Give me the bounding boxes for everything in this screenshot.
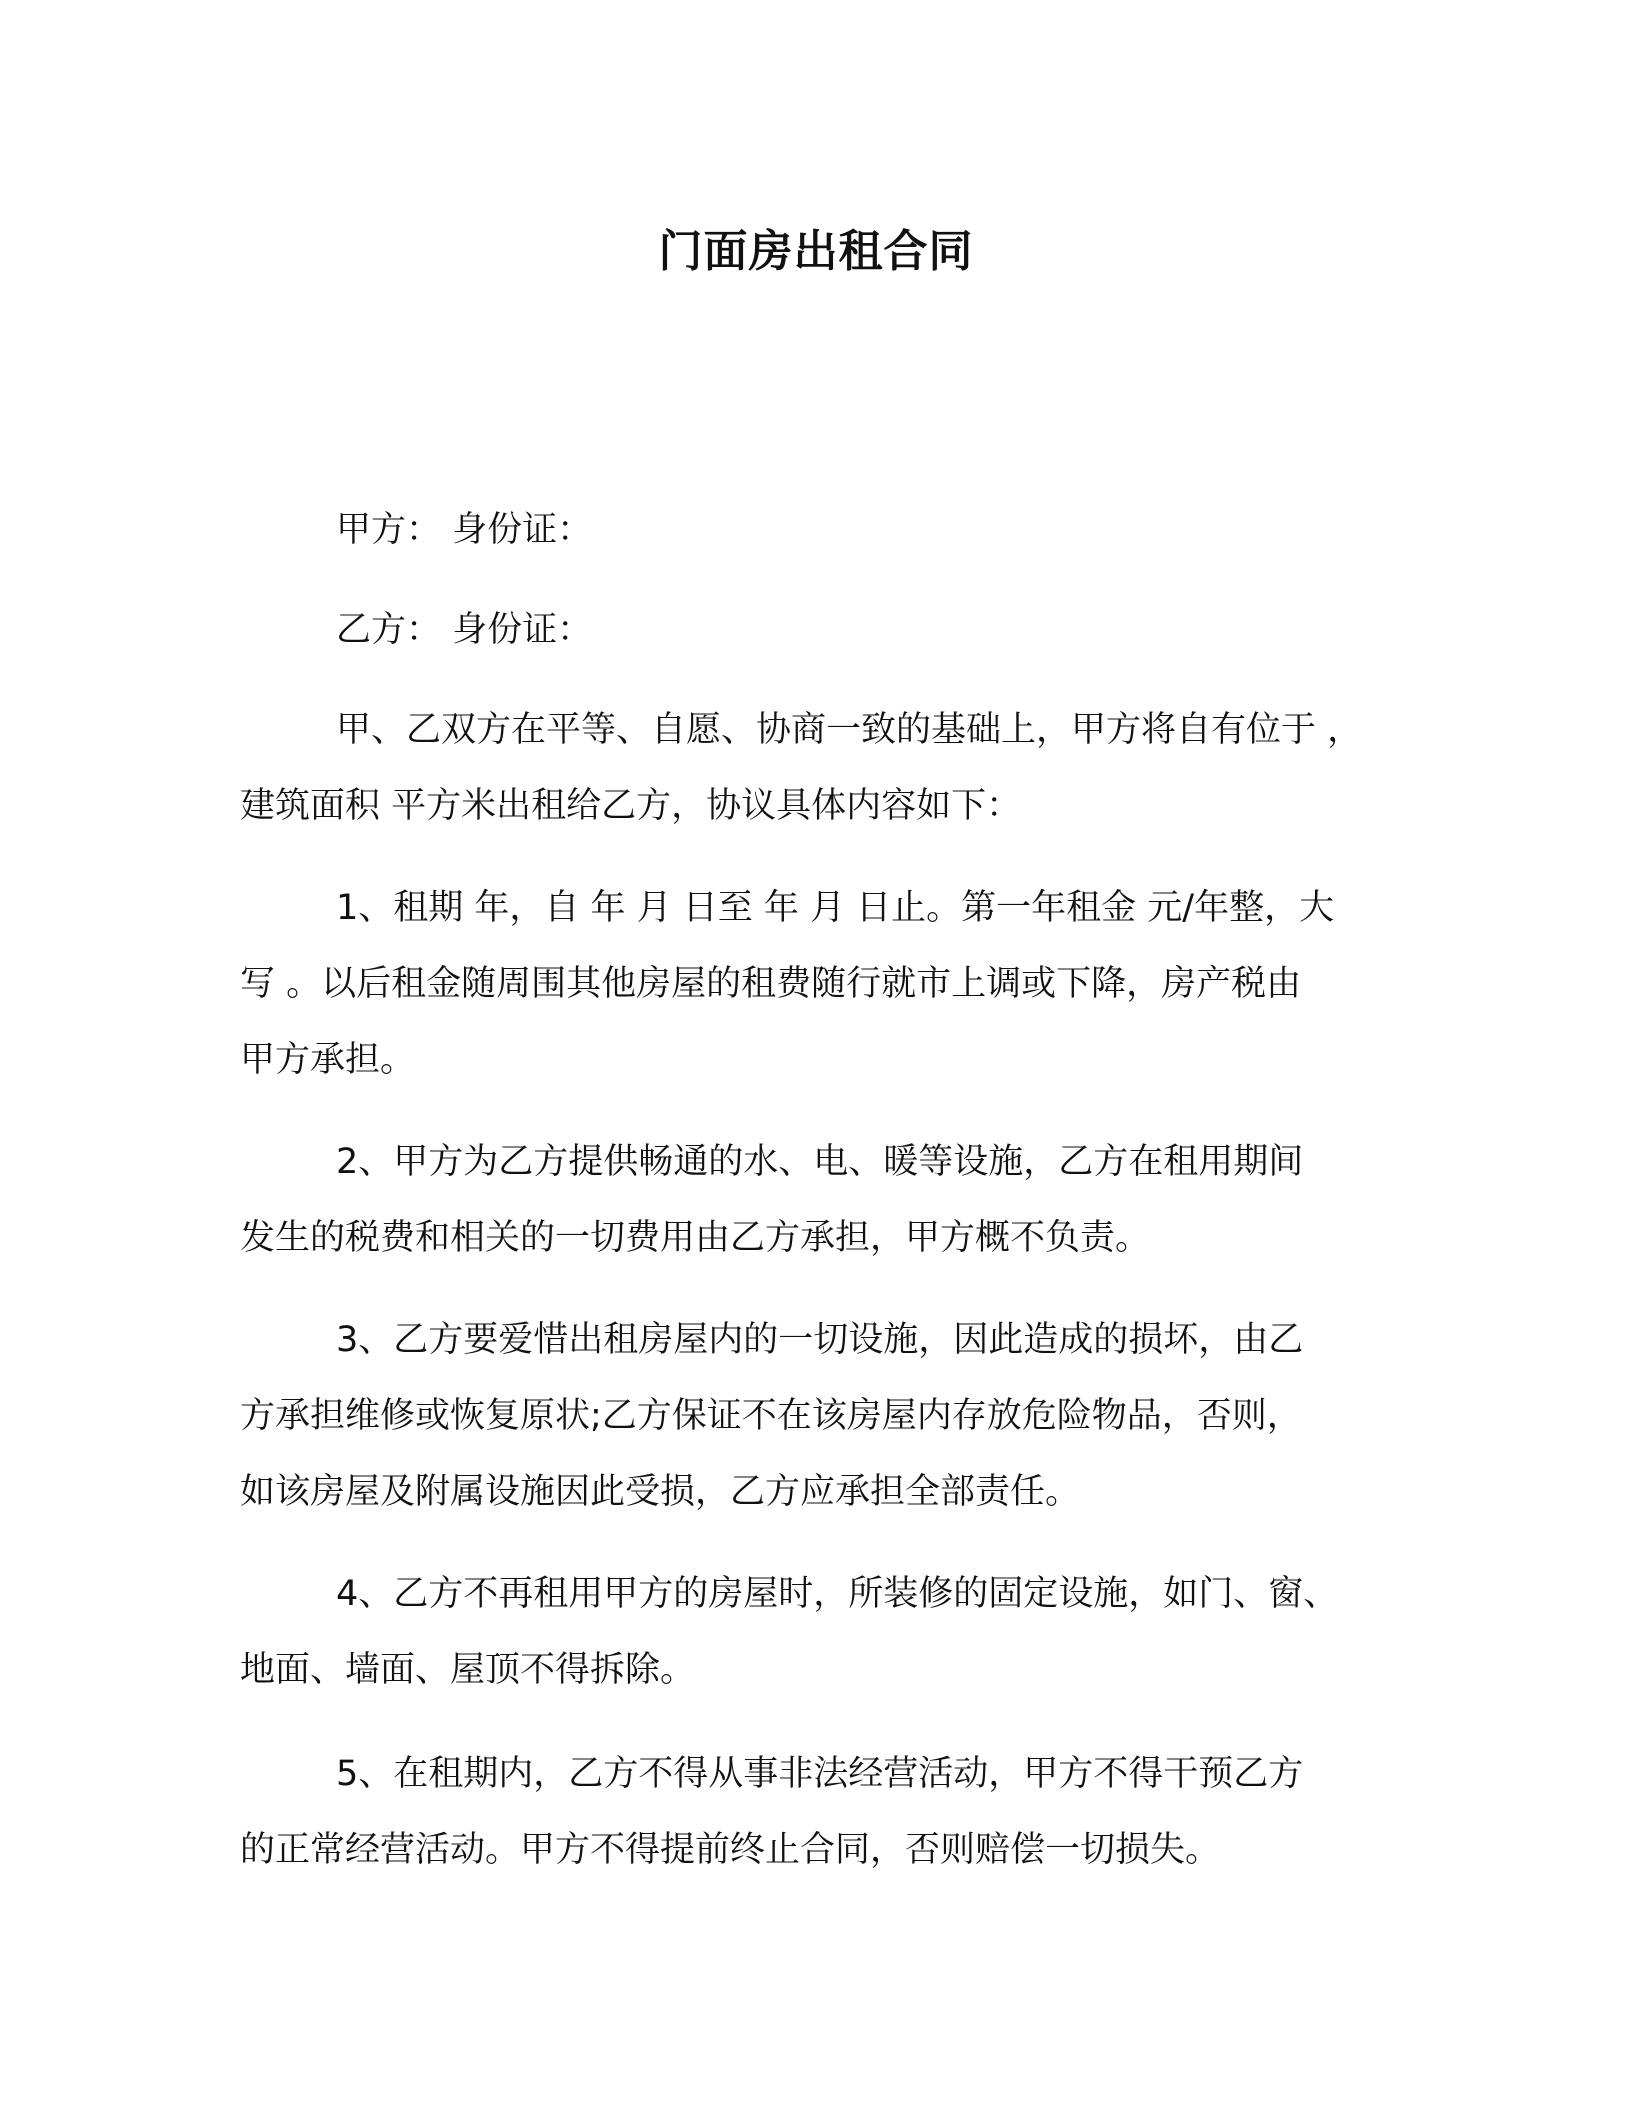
party-b-text: 乙方： 身份证：: [336, 610, 593, 650]
clause-2-paragraph: [240, 1124, 1400, 1276]
intro-line-2: 建筑面积 平方米出租给乙方，协议具体内容如下：: [240, 786, 1022, 826]
party-b-line: [240, 592, 1400, 668]
document-title: 门面房出租合同: [658, 226, 974, 277]
clause-4-line-2: 地面、墙面、屋顶不得拆除。: [240, 1650, 696, 1690]
clause-2-line-1: 2、甲方为乙方提供畅通的水、电、暖等设施，乙方在租用期间: [336, 1142, 1304, 1182]
clause-2-line-2: 发生的税费和相关的一切费用由乙方承担，甲方概不负责。: [240, 1218, 1151, 1258]
clause-1-line-1: 1、租期 年，自 年 月 日至 年 月 日止。第一年租金 元/年整，大: [336, 888, 1335, 928]
intro-line-1: 甲、乙双方在平等、自愿、协商一致的基础上，甲方将自有位于 ，: [336, 710, 1363, 750]
clause-5-paragraph: [240, 1736, 1400, 1888]
clause-4-line-1: 4、乙方不再租用甲方的房屋时，所装修的固定设施，如门、窗、: [336, 1574, 1339, 1614]
clause-3-line-1: 3、乙方要爱惜出租房屋内的一切设施，因此造成的损坏，由乙: [336, 1320, 1304, 1360]
clause-3-line-2: 方承担维修或恢复原状;乙方保证不在该房屋内存放危险物品，否则，: [240, 1396, 1302, 1436]
clause-1-paragraph: [240, 870, 1400, 1098]
clause-5-line-1: 5、在租期内，乙方不得从事非法经营活动，甲方不得干预乙方: [336, 1754, 1304, 1794]
clause-3-paragraph: [240, 1302, 1400, 1530]
clause-5-line-2: 的正常经营活动。甲方不得提前终止合同，否则赔偿一切损失。: [240, 1830, 1221, 1870]
clause-4-paragraph: [240, 1556, 1400, 1708]
intro-paragraph: [240, 692, 1400, 844]
party-a-line: [240, 492, 1400, 568]
clause-1-line-3: 甲方承担。: [240, 1040, 416, 1080]
party-a-text: 甲方： 身份证：: [336, 510, 593, 550]
clause-3-line-3: 如该房屋及附属设施因此受损，乙方应承担全部责任。: [240, 1472, 1081, 1512]
clause-1-line-2: 写 。以后租金随周围其他房屋的租费随行就市上调或下降，房产税由: [240, 964, 1302, 1004]
